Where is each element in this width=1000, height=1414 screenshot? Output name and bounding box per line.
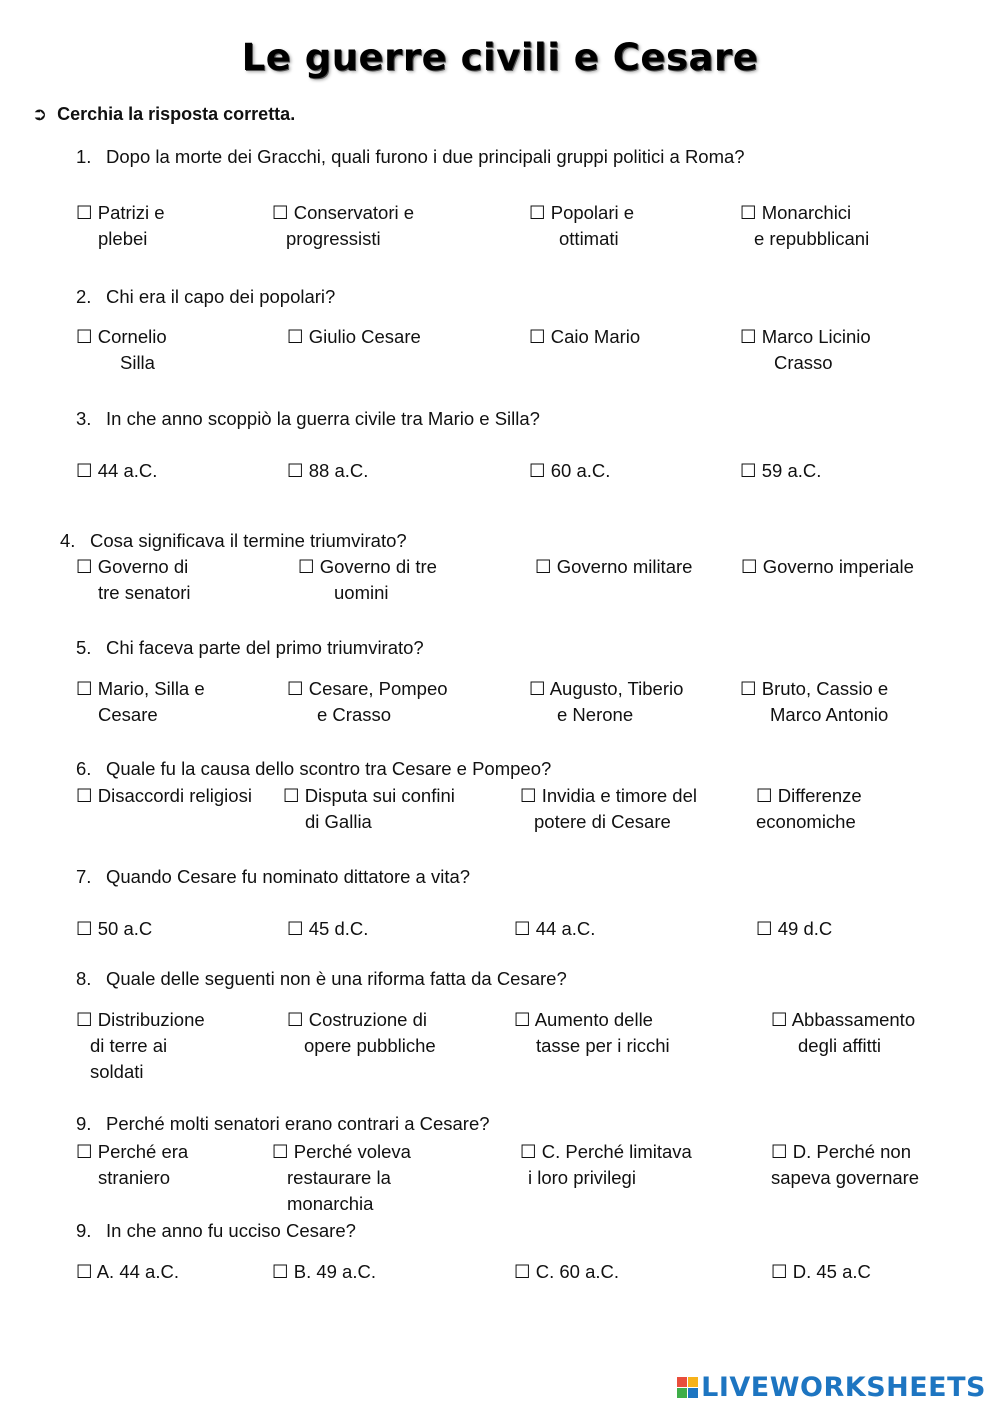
option-label: ☐ Differenze xyxy=(756,785,862,806)
option-label: ☐ 60 a.C. xyxy=(529,460,611,481)
option-label: e Nerone xyxy=(557,704,634,725)
option-label: ☐ 44 a.C. xyxy=(514,918,596,939)
option-label: soldati xyxy=(90,1061,144,1082)
question-text: Cosa significava il termine triumvirato? xyxy=(90,530,407,551)
option-label: uomini xyxy=(334,582,389,603)
question-number: 4. xyxy=(60,530,76,551)
question-7 xyxy=(76,866,470,888)
option-label: ☐ Augusto, Tiberio xyxy=(529,678,684,699)
option-label: ☐ Disaccordi religiosi xyxy=(76,785,252,806)
option-label: ☐ Governo di tre xyxy=(298,556,437,577)
answer-option[interactable] xyxy=(771,1007,915,1059)
answer-option[interactable] xyxy=(272,200,414,252)
option-label: ☐ Governo militare xyxy=(535,556,693,577)
question-text: Perché molti senatori erano contrari a Cesare? xyxy=(106,1113,490,1134)
question-number: 2. xyxy=(76,286,92,307)
answer-option[interactable] xyxy=(76,324,167,376)
answer-option[interactable] xyxy=(514,1007,670,1059)
answer-option[interactable] xyxy=(283,783,455,835)
option-label: ☐ Cesare, Pompeo xyxy=(287,678,448,699)
option-label: ☐ Abbassamento xyxy=(771,1009,916,1030)
option-label: ☐ Giulio Cesare xyxy=(287,326,421,347)
liveworksheets-logo xyxy=(677,1372,986,1403)
page-title: Le guerre civili e Cesare xyxy=(241,36,759,79)
answer-option[interactable] xyxy=(287,676,448,728)
question-text: Quale delle seguenti non è una riforma fatta da Cesare? xyxy=(106,968,567,989)
answer-option[interactable] xyxy=(76,676,205,728)
question-text: Quando Cesare fu nominato dittatore a vita? xyxy=(106,866,471,887)
question-number: 6. xyxy=(76,758,92,779)
question-number: 9. xyxy=(76,1113,92,1134)
option-label: ☐ 49 d.C xyxy=(756,918,833,939)
option-label: Cesare xyxy=(98,704,158,725)
question-number: 9. xyxy=(76,1220,92,1241)
answer-option[interactable] xyxy=(287,324,421,350)
option-label: ☐ Perché era xyxy=(76,1141,189,1162)
arrow-right-icon: ➲ xyxy=(32,104,48,124)
option-label: ☐ Caio Mario xyxy=(529,326,641,347)
answer-option[interactable] xyxy=(520,783,697,835)
answer-option[interactable] xyxy=(76,1259,179,1285)
option-label: ☐ 45 d.C. xyxy=(287,918,369,939)
question-text: Chi faceva parte del primo triumvirato? xyxy=(106,637,424,658)
option-label: ☐ 50 a.C xyxy=(76,918,153,939)
question-10 xyxy=(76,1220,356,1242)
question-text: Chi era il capo dei popolari? xyxy=(106,286,336,307)
option-label: ☐ Perché voleva xyxy=(272,1141,411,1162)
instruction-text: Cerchia la risposta corretta. xyxy=(57,104,296,124)
option-label: ☐ 59 a.C. xyxy=(740,460,822,481)
liveworksheets-logo-icon xyxy=(677,1377,699,1399)
question-4 xyxy=(60,530,407,552)
option-label: di terre ai xyxy=(90,1035,168,1056)
option-label: ☐ Cornelio xyxy=(76,326,167,347)
option-label: ☐ Popolari e xyxy=(529,202,635,223)
answer-option[interactable] xyxy=(535,554,692,580)
option-label: opere pubbliche xyxy=(304,1035,436,1056)
option-label: straniero xyxy=(98,1167,170,1188)
answer-option[interactable] xyxy=(287,458,368,484)
option-label: Crasso xyxy=(774,352,833,373)
answer-option[interactable] xyxy=(771,1259,871,1285)
option-label: tasse per i ricchi xyxy=(536,1035,670,1056)
answer-option[interactable] xyxy=(529,676,683,728)
answer-option[interactable] xyxy=(76,783,252,809)
option-label: ☐ Aumento delle xyxy=(514,1009,653,1030)
option-label: sapeva governare xyxy=(771,1167,920,1188)
answer-option[interactable] xyxy=(514,916,595,942)
option-label: ☐ Conservatori e xyxy=(272,202,415,223)
answer-option[interactable] xyxy=(529,324,640,350)
question-text: In che anno scoppiò la guerra civile tra Mario e Silla? xyxy=(106,408,540,429)
option-label: di Gallia xyxy=(305,811,372,832)
answer-option[interactable] xyxy=(520,1139,692,1191)
option-label: ☐ Patrizi e xyxy=(76,202,165,223)
option-label: ☐ Bruto, Cassio e xyxy=(740,678,889,699)
option-label: progressisti xyxy=(286,228,381,249)
question-number: 1. xyxy=(76,146,92,167)
option-label: ☐ 88 a.C. xyxy=(287,460,369,481)
option-label: restaurare la xyxy=(287,1167,391,1188)
answer-option[interactable] xyxy=(740,324,871,376)
option-label: ☐ D. Perché non xyxy=(771,1141,911,1162)
answer-option[interactable] xyxy=(272,1139,411,1217)
answer-option[interactable] xyxy=(76,554,191,606)
option-label: ☐ C. Perché limitava xyxy=(520,1141,692,1162)
option-label: ☐ C. 60 a.C. xyxy=(514,1261,620,1282)
answer-option[interactable] xyxy=(76,916,152,942)
answer-option[interactable] xyxy=(529,200,634,252)
option-label: ☐ Governo imperiale xyxy=(741,556,914,577)
option-label: ☐ Monarchici xyxy=(740,202,852,223)
question-8 xyxy=(76,968,567,990)
option-label: degli affitti xyxy=(798,1035,881,1056)
answer-option[interactable] xyxy=(740,200,869,252)
answer-option[interactable] xyxy=(76,1007,205,1085)
option-label: plebei xyxy=(98,228,148,249)
option-label: i loro privilegi xyxy=(528,1167,636,1188)
answer-option[interactable] xyxy=(287,916,368,942)
question-number: 5. xyxy=(76,637,92,658)
question-text: In che anno fu ucciso Cesare? xyxy=(106,1220,356,1241)
answer-option[interactable] xyxy=(272,1259,376,1285)
answer-option[interactable] xyxy=(287,1007,436,1059)
option-label: ☐ Mario, Silla e xyxy=(76,678,205,699)
question-text: Dopo la morte dei Gracchi, quali furono i due principali gruppi politici a Roma? xyxy=(106,146,745,167)
logo-text: LIVEWORKSHEETS xyxy=(701,1372,986,1403)
question-3 xyxy=(76,408,540,430)
option-label: ☐ Distribuzione xyxy=(76,1009,205,1030)
question-1 xyxy=(76,146,745,168)
question-6 xyxy=(76,758,551,780)
question-9 xyxy=(76,1113,490,1135)
question-5 xyxy=(76,637,424,659)
option-label: monarchia xyxy=(287,1193,374,1214)
answer-option[interactable] xyxy=(756,916,832,942)
question-number: 8. xyxy=(76,968,92,989)
answer-option[interactable] xyxy=(756,783,862,835)
option-label: ☐ B. 49 a.C. xyxy=(272,1261,376,1282)
option-label: tre senatori xyxy=(98,582,191,603)
answer-option[interactable] xyxy=(76,458,157,484)
option-label: ☐ Governo di xyxy=(76,556,189,577)
question-text: Quale fu la causa dello scontro tra Cesare e Pompeo? xyxy=(106,758,552,779)
answer-option[interactable] xyxy=(298,554,437,606)
answer-option[interactable] xyxy=(771,1139,919,1191)
option-label: Silla xyxy=(120,352,155,373)
question-number: 3. xyxy=(76,408,92,429)
answer-option[interactable] xyxy=(740,676,888,728)
option-label: potere di Cesare xyxy=(534,811,671,832)
option-label: ☐ Marco Licinio xyxy=(740,326,871,347)
answer-option[interactable] xyxy=(741,554,914,580)
answer-option[interactable] xyxy=(76,200,165,252)
answer-option[interactable] xyxy=(514,1259,619,1285)
option-label: ☐ Costruzione di xyxy=(287,1009,427,1030)
option-label: e repubblicani xyxy=(754,228,870,249)
question-number: 7. xyxy=(76,866,92,887)
option-label: ☐ D. 45 a.C xyxy=(771,1261,871,1282)
option-label: ☐ Disputa sui confini xyxy=(283,785,455,806)
option-label: ottimati xyxy=(559,228,619,249)
option-label: e Crasso xyxy=(317,704,392,725)
option-label: economiche xyxy=(756,811,856,832)
question-2 xyxy=(76,286,335,308)
answer-option[interactable] xyxy=(529,458,610,484)
option-label: ☐ A. 44 a.C. xyxy=(76,1261,179,1282)
option-label: Marco Antonio xyxy=(770,704,889,725)
instruction xyxy=(32,104,295,125)
answer-option[interactable] xyxy=(76,1139,188,1191)
option-label: ☐ 44 a.C. xyxy=(76,460,158,481)
option-label: ☐ Invidia e timore del xyxy=(520,785,697,806)
answer-option[interactable] xyxy=(740,458,821,484)
